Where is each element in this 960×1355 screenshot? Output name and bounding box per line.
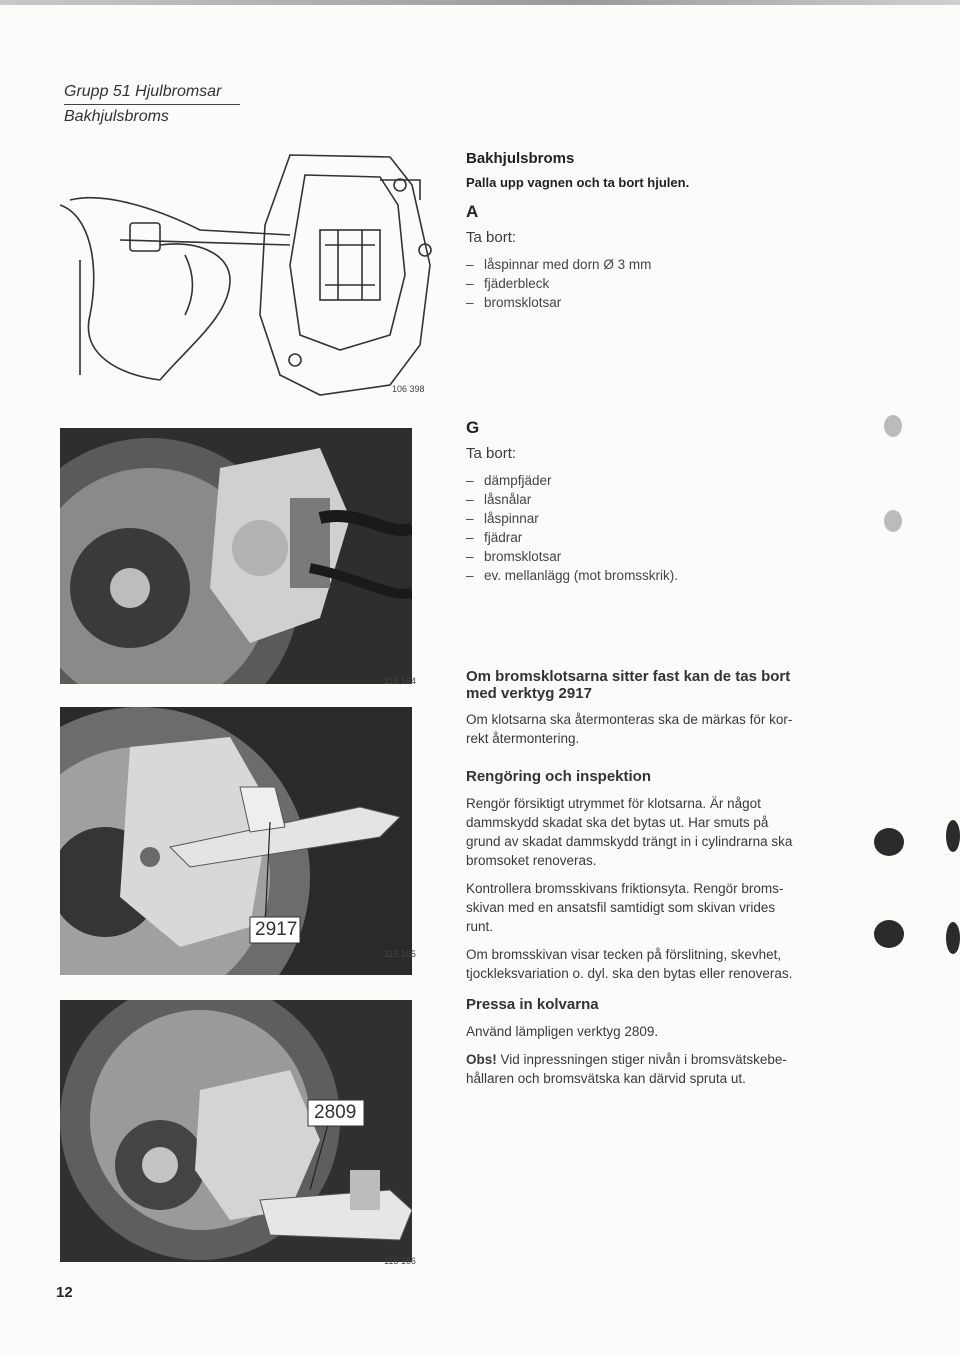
binder-mark [874,828,904,856]
page-number: 12 [56,1284,73,1301]
figure-a-drawing [60,145,440,400]
section-press-heading: Pressa in kolvarna [466,996,599,1013]
list-item: – fjädrar [466,530,523,545]
text-line: bromsoket renoveras. [466,853,597,868]
figure-number-2917: 115 165 [384,949,416,959]
text-line: skivan med en ansatsfil samtidigt som skivan vrides [466,900,776,915]
section-press-para: Använd lämpligen verktyg 2809. [466,1024,659,1039]
section-a [466,150,846,312]
figure-number-a: 106 398 [392,384,425,394]
binder-mark [874,920,904,948]
text-line: dammskydd skadat ska det bytas ut. Har smuts på [466,815,769,830]
list-item: – dämpfjäder [466,473,552,488]
figure-tool-2809-photo [60,1000,412,1262]
section-tool-para-line2: rekt återmontering. [466,731,580,746]
header-group: Grupp 51 Hjulbromsar [64,83,222,100]
text-line: Rengör försiktigt utrymmet för klotsarna. Är något [466,796,761,811]
section-tool-heading-line2: med verktyg 2917 [466,685,592,702]
binder-mark [946,922,960,954]
section-g-heading: Ta bort: [466,445,517,462]
section-a-heading: Ta bort: [466,229,517,246]
section-a-subtitle: Palla upp vagnen och ta bort hjulen. [466,175,690,190]
section-cleaning-heading: Rengöring och inspektion [466,768,652,785]
list-item: – låspinnar med dorn Ø 3 mm [466,257,652,272]
obs-line2: hållaren och bromsvätska kan därvid spruta ut. [466,1071,746,1086]
binder-mark [946,820,960,852]
text-line: runt. [466,919,494,934]
figure-g-photo [60,428,412,684]
text-line: grund av skadat dammskydd trängt in i cylindrarna ska [466,834,793,849]
obs-line1: Obs! Vid inpressningen stiger nivån i bromsvätskebe- [466,1052,787,1067]
text-line: tjockleksvariation o. dyl. ska den bytas eller renoveras. [466,966,793,981]
text-line: Om bromsskivan visar tecken på förslitning, skevhet, [466,947,782,962]
list-item: – fjäderbleck [466,276,550,291]
text-line: Kontrollera bromsskivans friktionsyta. Rengör broms- [466,881,784,896]
list-item: – låsnålar [466,492,532,507]
section-a-letter: A [466,202,479,221]
top-scan-line [0,0,960,5]
section-g-letter: G [466,418,480,437]
binder-mark [884,415,902,437]
figure-tool-2917-photo [60,707,412,975]
section-tool-para-line1: Om klotsarna ska återmonteras ska de märkas för kor- [466,712,793,727]
list-item: – ev. mellanlägg (mot bromsskrik). [466,568,679,583]
section-g [466,418,846,585]
obs-label: Obs! [466,1052,497,1067]
section-tool-2917 [466,668,846,748]
tool-label-2917: 2917 [255,919,298,940]
figure-number-g: 115 164 [384,676,416,686]
section-cleaning [466,768,846,983]
running-header [64,80,240,129]
binder-mark [884,510,902,532]
figure-number-2809: 115 166 [384,1256,416,1266]
list-item: – bromsklotsar [466,549,562,564]
tool-label-2809: 2809 [314,1102,357,1123]
section-tool-heading-line1: Om bromsklotsarna sitter fast kan de tas bort [466,668,791,685]
section-press [466,996,846,1088]
list-item: – låspinnar [466,511,539,526]
header-section: Bakhjulsbroms [64,108,169,125]
section-a-title: Bakhjulsbroms [466,150,575,167]
list-item: – bromsklotsar [466,295,562,310]
